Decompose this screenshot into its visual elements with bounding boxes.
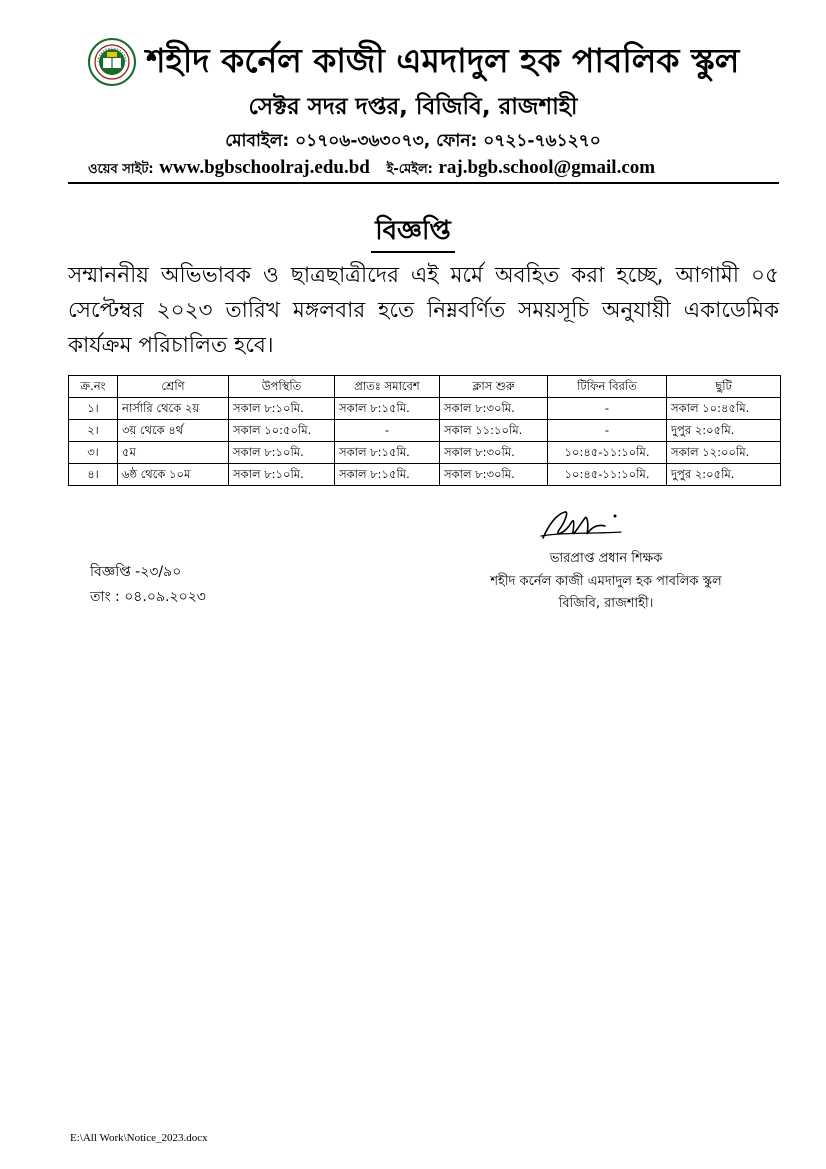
table-cell: সকাল ৮:৩০মি. xyxy=(440,442,548,464)
website-link[interactable]: www.bgbschoolraj.edu.bd xyxy=(159,157,370,178)
table-cell: ৫ম xyxy=(118,442,229,464)
col-header-tiffin: টিফিন বিরতি xyxy=(548,376,667,398)
table-cell: সকাল ১১:১০মি. xyxy=(440,420,548,442)
website-label: ওয়েব সাইট: xyxy=(88,162,154,177)
schedule-table xyxy=(68,375,781,486)
table-cell: সকাল ৮:১৫মি. xyxy=(335,398,440,420)
table-cell: দুপুর ২:০৫মি. xyxy=(667,464,781,486)
school-logo-icon xyxy=(88,38,136,86)
signatory-block xyxy=(426,548,786,616)
table-cell: ৬ষ্ঠ থেকে ১০ম xyxy=(118,464,229,486)
signatory-location: বিজিবি, রাজশাহী। xyxy=(558,596,654,611)
table-cell: নার্সারি থেকে ২য় xyxy=(118,398,229,420)
contact-phones: মোবাইল: ০১৭০৬-৩৬৩০৭৩, ফোন: ০৭২১-৭৬১২৭০ xyxy=(225,131,601,151)
email-link[interactable]: raj.bgb.school@gmail.com xyxy=(438,157,656,178)
table-cell: - xyxy=(548,398,667,420)
table-cell: ২। xyxy=(69,420,118,442)
notice-reference xyxy=(90,560,206,610)
table-cell: সকাল ৮:৩০মি. xyxy=(440,464,548,486)
col-header-assembly: প্রাতঃ সমাবেশ xyxy=(335,376,440,398)
header-divider xyxy=(68,182,779,184)
school-name: শহীদ কর্নেল কাজী এমদাদুল হক পাবলিক স্কুল xyxy=(146,41,740,80)
col-header-class: শ্রেণি xyxy=(118,376,229,398)
table-row xyxy=(69,464,781,486)
notice-title xyxy=(0,212,826,253)
table-cell: ১০:৪৫-১১:১০মি. xyxy=(548,442,667,464)
notice-body: সম্মাননীয় অভিভাবক ও ছাত্রছাত্রীদের এই মর্মে অবহিত করা হচ্ছে, আগামী ০৫ সেপ্টেম্বর ২০২৩ তারিখ মঙ্গলবার হতে নিম্নবর্ণিত সময়সূচি অনুযায়ী একাডেমিক কার্যক্রম পরিচালিত হবে। xyxy=(68,263,779,358)
table-header-row xyxy=(69,376,781,398)
notice-date: তাং : ০৪.০৯.২০২৩ xyxy=(90,589,206,605)
table-row xyxy=(69,442,781,464)
table-cell: দুপুর ২:০৫মি. xyxy=(667,420,781,442)
table-row xyxy=(69,398,781,420)
col-header-class-start: ক্লাস শুরু xyxy=(440,376,548,398)
table-cell: ৩য় থেকে ৪র্থ xyxy=(118,420,229,442)
table-cell: সকাল ৮:১৫মি. xyxy=(335,442,440,464)
table-cell: সকাল ৮:১০মি. xyxy=(229,442,335,464)
table-cell: ১। xyxy=(69,398,118,420)
table-cell: সকাল ১২:০০মি. xyxy=(667,442,781,464)
col-header-attendance: উপস্থিতি xyxy=(229,376,335,398)
table-cell: সকাল ৮:৩০মি. xyxy=(440,398,548,420)
email-label: ই-মেইল: xyxy=(386,162,433,177)
signature-image xyxy=(535,506,625,546)
school-address: সেক্টর সদর দপ্তর, বিজিবি, রাজশাহী xyxy=(248,94,578,120)
table-cell: ৩। xyxy=(69,442,118,464)
table-row xyxy=(69,420,781,442)
table-cell: - xyxy=(548,420,667,442)
table-cell: ৪। xyxy=(69,464,118,486)
table-cell: সকাল ৮:১০মি. xyxy=(229,398,335,420)
file-path: E:\All Work\Notice_2023.docx xyxy=(70,1132,208,1144)
table-cell: সকাল ১০:৫০মি. xyxy=(229,420,335,442)
memo-number: বিজ্ঞপ্তি -২৩/৯০ xyxy=(90,564,182,580)
contact-web-email xyxy=(88,155,788,183)
table-cell: সকাল ৮:১৫মি. xyxy=(335,464,440,486)
notice-title-text: বিজ্ঞপ্তি xyxy=(371,212,455,253)
col-header-dismissal: ছুটি xyxy=(667,376,781,398)
table-cell: সকাল ৮:১০মি. xyxy=(229,464,335,486)
col-header-serial: ক্র.নং xyxy=(69,376,118,398)
signatory-institution: শহীদ কর্নেল কাজী এমদাদুল হক পাবলিক স্কুল xyxy=(490,573,722,589)
table-cell: ১০:৪৫-১১:১০মি. xyxy=(548,464,667,486)
table-cell: - xyxy=(335,420,440,442)
table-cell: সকাল ১০:৪৫মি. xyxy=(667,398,781,420)
signatory-designation: ভারপ্রাপ্ত প্রধান শিক্ষক xyxy=(549,551,663,566)
